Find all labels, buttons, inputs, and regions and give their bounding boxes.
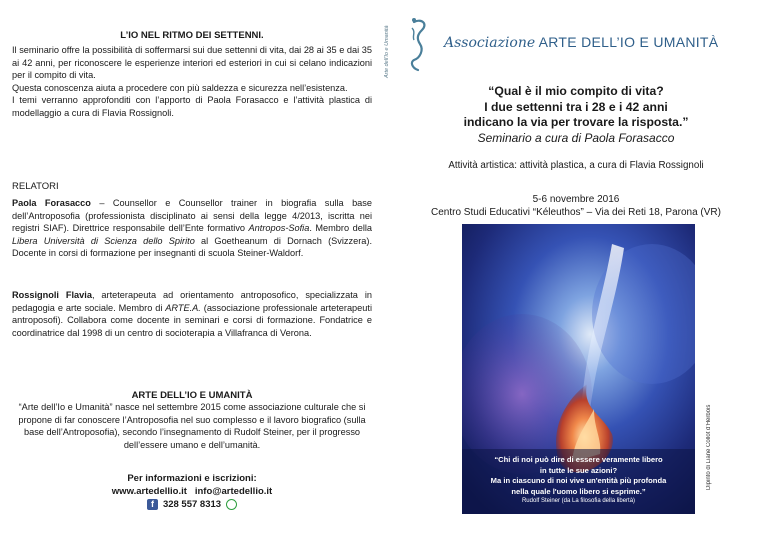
intro-paragraph-2: Questa conoscenza aiuta a procedere con più saldezza e sicurezza nell’esistenza.	[12, 82, 348, 93]
logo-text: Arte dell’Io e Umanità	[384, 25, 390, 78]
quote-line: “Chi di noi può dire di essere veramente libero	[494, 455, 663, 464]
association-title: ARTE DELL’IO E UMANITÀ	[131, 390, 253, 401]
intro-paragraph-1: Il seminario offre la possibilità di soffermarsi sui due settenni di vita, dai 28 ai 35 e dai 35 ai 42 anni, per riconoscere le esperienze interiori ed esteriori in cui si celano indicazioni per il compito di vita.	[12, 45, 372, 81]
quote-line: Ma in ciascuno di noi vive un'entità più profonda	[490, 476, 667, 485]
speaker-name: Rossignoli Flavia	[12, 290, 92, 300]
quote-line: in tutte le sue azioni?	[539, 465, 618, 475]
title-line: indicano la via per trovare la risposta.”	[463, 115, 689, 129]
speaker-bio-part: , arteterapeuta ad orientamento antroposofico, specializzata in pedagogia e arte sociale. Membro di	[12, 290, 372, 313]
relatori-heading: RELATORI	[12, 181, 59, 192]
event-info	[384, 193, 768, 219]
painting-credit: Dipinto di Liane Collot d’Herbois	[706, 404, 712, 490]
right-panel	[384, 0, 768, 543]
speaker-name: Paola Forasacco	[12, 198, 91, 208]
intro-section	[0, 30, 384, 41]
association-description: “Arte dell’Io e Umanità” nasce nel settembre 2015 come associazione culturale che si propone di far conoscere l’Antroposofia nel suo complesso e il lavoro biografico (sulla base dell’Antroposofia), secondo l’insegnamento di Rudolf Steiner, per il progresso dell’essere umano e dell’umanità.	[18, 402, 366, 450]
contact-heading: Per informazioni e iscrizioni:	[127, 473, 257, 484]
association-section	[12, 390, 372, 451]
association-name-caps: ARTE DELL’IO E UMANITÀ	[535, 34, 719, 50]
seminar-subtitle: Seminario a cura di Paola Forasacco	[477, 130, 675, 145]
contact-phone-row	[147, 498, 237, 511]
association-prefix: Associazione	[444, 35, 536, 51]
speaker-bio-italic: Libera Università di Scienza dello Spirito	[12, 235, 195, 246]
seminar-title	[384, 84, 768, 146]
intro-paragraph-3: I temi verranno approfonditi con l’apporto di Paola Forasacco e l’attività plastica di modellaggio a cura di Flavia Rossignoli.	[12, 95, 372, 118]
intro-body	[12, 44, 372, 120]
whatsapp-icon[interactable]	[226, 499, 237, 510]
speaker-bio-part: – Counsellor e Counsellor trainer in biografia sulla base dell’Antroposofia (professionista disciplinato ai sensi della legge 4/2013, iscritta nei registri SIAF). Direttrice responsabile dell’Ente formativo	[12, 198, 372, 234]
contact-web-email[interactable]: www.artedellio.it info@artedellio.it	[111, 486, 273, 497]
speaker-bio-part: . Membro della	[309, 223, 373, 234]
intro-title: L’IO NEL RITMO DEI SETTENNI.	[120, 30, 264, 41]
speaker-rossignoli	[12, 289, 372, 339]
speaker-forasacco	[12, 197, 372, 260]
event-date: 5-6 novembre 2016	[532, 194, 620, 205]
title-line: I due settenni tra i 28 e i 42 anni	[484, 99, 668, 114]
quote-line: nella quale l'uomo libero si esprime.”	[511, 486, 646, 496]
contact-phone[interactable]: 328 557 8313	[162, 499, 222, 510]
speaker-bio-italic: Antropos-Sofia	[248, 223, 310, 234]
association-name	[444, 34, 718, 51]
contact-section	[12, 472, 372, 511]
speaker-bio-part: (associazione professionale arteterapeuti antroposofi). Collabora come docente in seminari e corsi di formazione. Fondatrice e coordinatrice dal 1998 di un centro di socioterapia a Villafranca di Verona.	[12, 302, 372, 338]
event-venue: Centro Studi Educativi “Kéleuthos” – Via dei Reti 18, Parona (VR)	[431, 207, 721, 218]
facebook-icon[interactable]: f	[147, 499, 158, 510]
painting-quote	[462, 455, 695, 506]
artistic-activity: Attività artistica: attività plastica, a cura di Flavia Rossignoli	[448, 160, 704, 171]
speaker-bio-part: al Goetheanum di Dornach (Svizzera). Docente in corsi di formazione per insegnanti di scuola Steiner-Waldorf.	[12, 235, 372, 259]
quote-source: Rudolf Steiner (da La filosofia della libertà)	[521, 498, 636, 504]
title-line: “Qual è il mio compito di vita?	[488, 84, 664, 98]
speaker-bio-italic: ARTE.A.	[165, 302, 201, 313]
